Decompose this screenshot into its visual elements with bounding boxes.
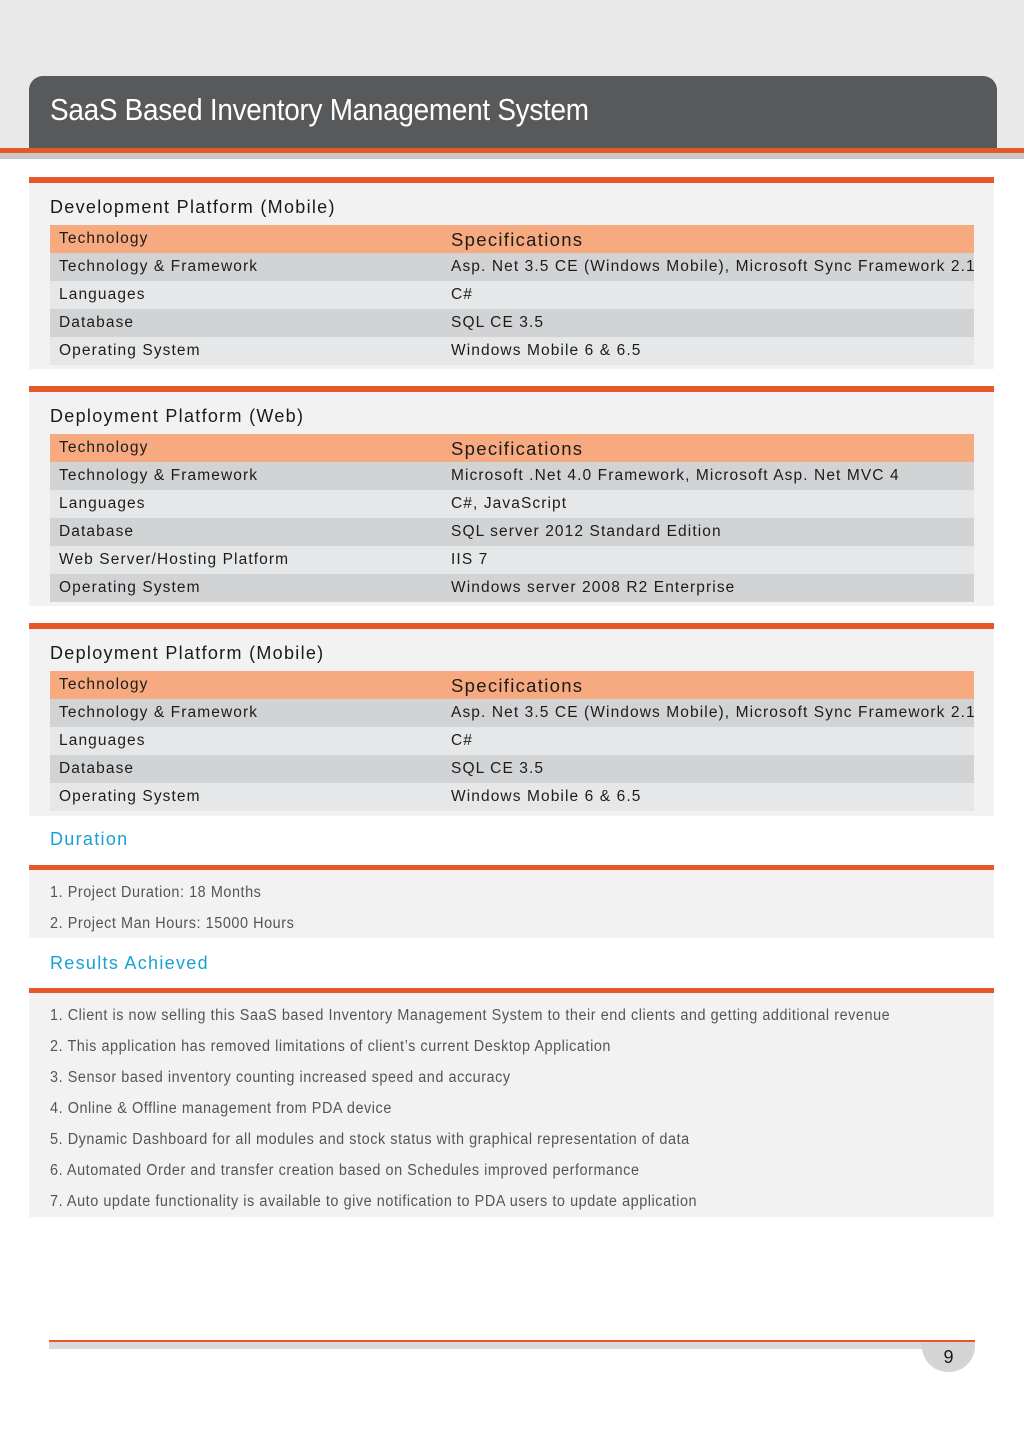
row-value: SQL server 2012 Standard Edition <box>451 523 722 540</box>
row-label: Database <box>59 523 135 540</box>
table-row <box>50 783 974 811</box>
list-item: 1. Client is now selling this SaaS based Inventory Management System to their end clients and getting additional revenue <box>50 1007 891 1024</box>
row-value: Windows server 2008 R2 Enterprise <box>451 579 736 596</box>
table-row <box>50 490 974 518</box>
list-item: 5. Dynamic Dashboard for all modules and stock status with graphical representation of data <box>50 1131 690 1148</box>
table-header-row <box>50 434 974 462</box>
row-label: Database <box>59 314 135 331</box>
results-heading: Results Achieved <box>50 953 209 973</box>
row-label: Languages <box>59 495 146 512</box>
page-number-tab <box>922 1342 975 1372</box>
column-header-technology: Technology <box>59 439 149 456</box>
title-bar <box>29 76 997 148</box>
row-value: C#, JavaScript <box>451 495 568 512</box>
table-row <box>50 574 974 602</box>
section-title: Development Platform (Mobile) <box>50 197 336 217</box>
row-value: C# <box>451 286 474 303</box>
section-title: Deployment Platform (Mobile) <box>50 643 325 663</box>
table-row <box>50 699 974 727</box>
duration-heading: Duration <box>50 829 129 849</box>
row-label: Languages <box>59 286 146 303</box>
row-label: Technology & Framework <box>59 467 259 484</box>
row-value: C# <box>451 732 474 749</box>
table-row <box>50 727 974 755</box>
table-row <box>50 309 974 337</box>
table-header-row <box>50 225 974 253</box>
table-row <box>50 518 974 546</box>
section-title: Deployment Platform (Web) <box>50 406 305 426</box>
spec-table <box>50 225 974 365</box>
column-header-specifications: Specifications <box>451 229 584 250</box>
column-header-specifications: Specifications <box>451 675 584 696</box>
spec-table <box>50 671 974 811</box>
row-label: Database <box>59 760 135 777</box>
table-row <box>50 337 974 365</box>
row-label: Operating System <box>59 788 201 805</box>
section-deployment-web <box>29 386 994 606</box>
page-title: SaaS Based Inventory Management System <box>50 92 589 127</box>
row-label: Technology & Framework <box>59 258 259 275</box>
section-deployment-mobile <box>29 623 994 816</box>
row-value: Asp. Net 3.5 CE (Windows Mobile), Microsoft Sync Framework 2.1 <box>451 704 976 721</box>
column-header-specifications: Specifications <box>451 438 584 459</box>
list-item: 6. Automated Order and transfer creation based on Schedules improved performance <box>50 1162 640 1179</box>
row-value: Asp. Net 3.5 CE (Windows Mobile), Microsoft Sync Framework 2.1 <box>451 258 976 275</box>
footer-gray-line <box>49 1342 975 1349</box>
row-label: Web Server/Hosting Platform <box>59 551 290 568</box>
row-value: Windows Mobile 6 & 6.5 <box>451 342 642 359</box>
table-row <box>50 546 974 574</box>
table-row <box>50 755 974 783</box>
duration-list <box>29 870 994 938</box>
row-label: Languages <box>59 732 146 749</box>
row-value: Microsoft .Net 4.0 Framework, Microsoft Asp. Net MVC 4 <box>451 467 900 484</box>
results-list <box>29 993 994 1217</box>
row-label: Operating System <box>59 342 201 359</box>
row-value: Windows Mobile 6 & 6.5 <box>451 788 642 805</box>
list-item: 3. Sensor based inventory counting increased speed and accuracy <box>50 1069 511 1086</box>
list-item: 2. This application has removed limitations of client’s current Desktop Application <box>50 1038 611 1055</box>
list-item: 7. Auto update functionality is available to give notification to PDA users to update application <box>50 1193 698 1210</box>
row-value: SQL CE 3.5 <box>451 314 545 331</box>
column-header-technology: Technology <box>59 676 149 693</box>
row-value: SQL CE 3.5 <box>451 760 545 777</box>
spec-table <box>50 434 974 602</box>
column-header-technology: Technology <box>59 230 149 247</box>
page-number: 9 <box>943 1347 954 1367</box>
list-item: 1. Project Duration: 18 Months <box>50 884 262 901</box>
table-header-row <box>50 671 974 699</box>
list-item: 4. Online & Offline management from PDA device <box>50 1100 392 1117</box>
list-item: 2. Project Man Hours: 15000 Hours <box>50 915 295 932</box>
row-label: Operating System <box>59 579 201 596</box>
row-value: IIS 7 <box>451 551 489 568</box>
title-shadow-line <box>0 153 1024 159</box>
section-development-mobile <box>29 177 994 369</box>
row-label: Technology & Framework <box>59 704 259 721</box>
table-row <box>50 281 974 309</box>
table-row <box>50 462 974 490</box>
table-row <box>50 253 974 281</box>
